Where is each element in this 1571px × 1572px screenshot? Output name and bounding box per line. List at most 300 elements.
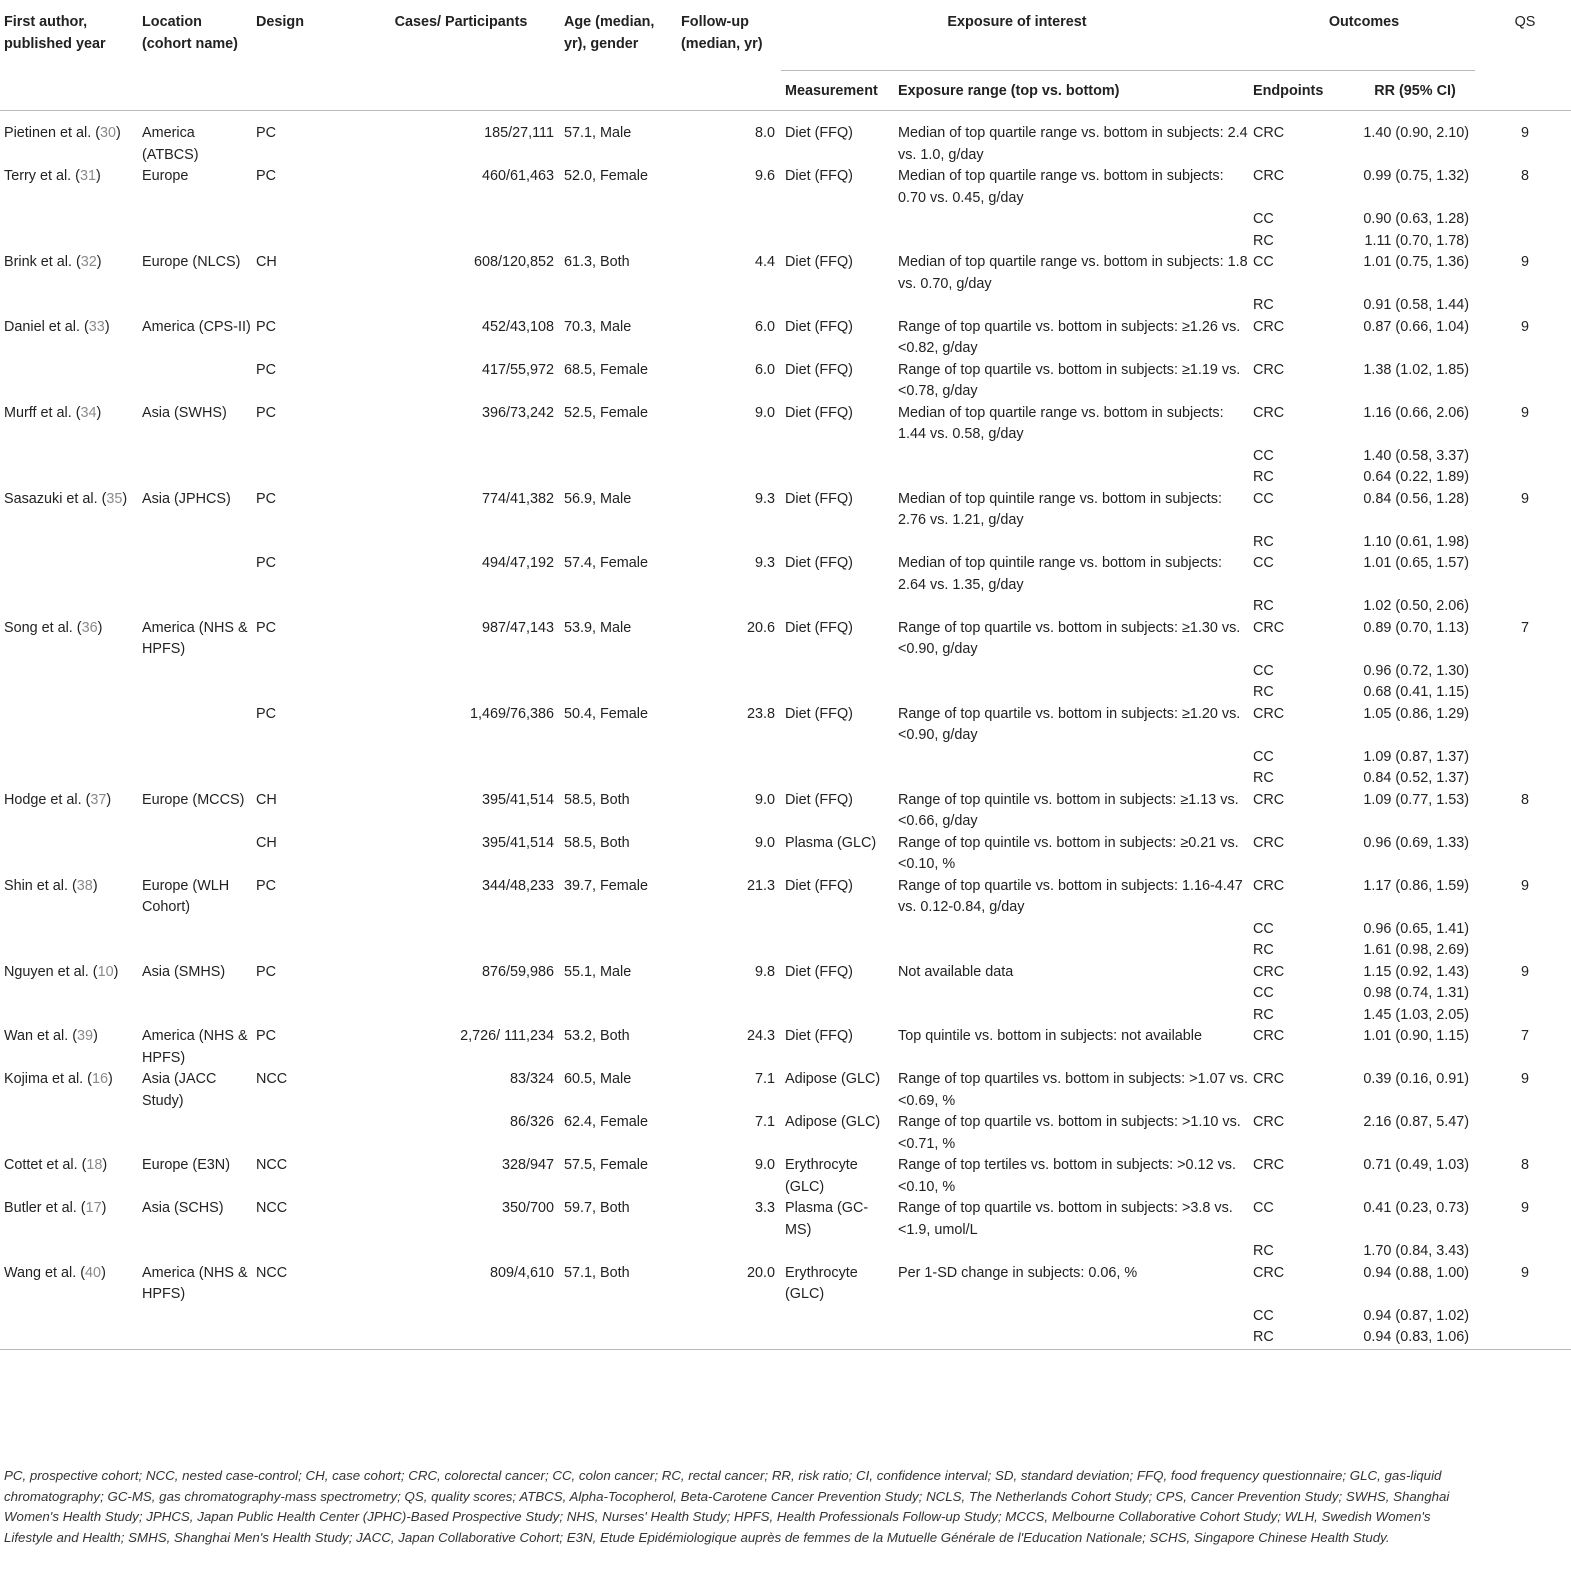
- cell-cases: 396/73,242: [481, 404, 554, 421]
- cell-qs: 9: [1520, 254, 1529, 270]
- cell-cases: 774/41,382: [481, 490, 554, 507]
- cell-exposure: Median of top quartile range vs. bottom in subjects: 1.44 vs. 0.58, g/day: [898, 404, 1224, 442]
- author-text-end: ): [116, 125, 121, 141]
- cell-cases: [358, 231, 560, 253]
- cell-rr: 0.68 (0.41, 1.15): [1363, 684, 1469, 700]
- cell-endpoint: CRC: [1253, 791, 1285, 808]
- cell-followup: [677, 209, 781, 231]
- cell-endpoint: RC: [1253, 1243, 1274, 1259]
- cell-author: [0, 661, 138, 683]
- cell-design: [252, 1327, 358, 1349]
- cell-design: [252, 209, 358, 231]
- cell-qs: [1475, 1241, 1571, 1263]
- cell-qs: [1475, 360, 1571, 403]
- cell-cases: 395/41,514: [481, 791, 554, 808]
- cell-age: 57.4, Female: [564, 555, 648, 571]
- cell-location: [138, 553, 252, 596]
- cell-location: [138, 940, 252, 962]
- author-text: Sasazuki et al. (: [4, 490, 107, 507]
- cell-author: [0, 618, 138, 661]
- cell-followup: [677, 295, 781, 317]
- cell-design: NCC: [256, 1071, 288, 1087]
- cell-age: 61.3, Both: [564, 254, 630, 270]
- table-row: [0, 596, 1571, 618]
- cell-exposure: Range of top quartile vs. bottom in subjects: ≥1.30 vs. <0.90, g/day: [898, 619, 1241, 657]
- cell-qs: 9: [1520, 877, 1529, 894]
- cell-exposure: [894, 532, 1249, 554]
- cell-exposure: [894, 1306, 1249, 1328]
- author-text-end: ): [96, 254, 102, 270]
- cell-endpoint: CRC: [1253, 1114, 1285, 1130]
- cell-location: Europe: [142, 168, 189, 184]
- cell-location: [138, 833, 252, 876]
- cell-author: [0, 489, 138, 532]
- cell-rr: 1.38 (1.02, 1.85): [1363, 361, 1469, 378]
- reference-link[interactable]: 39: [77, 1028, 94, 1044]
- cell-endpoint: CC: [1253, 490, 1274, 507]
- cell-location: Europe (NLCS): [142, 254, 241, 270]
- author-text-end: ): [97, 619, 103, 636]
- cell-measurement: Diet (FFQ): [785, 705, 853, 722]
- cell-qs: [1475, 209, 1571, 231]
- cell-measurement: Diet (FFQ): [785, 490, 853, 507]
- table-row: [0, 833, 1571, 876]
- author-text: Nguyen et al. (: [4, 963, 98, 980]
- cell-cases: 608/120,852: [473, 254, 554, 270]
- cell-age: [560, 940, 677, 962]
- cell-qs: [1475, 1112, 1571, 1155]
- cell-author: [0, 1241, 138, 1263]
- cell-design: NCC: [256, 1264, 288, 1281]
- table-row: [0, 1112, 1571, 1155]
- reference-link[interactable]: 40: [85, 1264, 102, 1281]
- cell-exposure: Median of top quartile range vs. bottom in subjects: 1.8 vs. 0.70, g/day: [898, 254, 1248, 292]
- cell-cases: [358, 768, 560, 790]
- cell-measurement: Erythrocyte (GLC): [785, 1157, 858, 1195]
- cell-author: [0, 747, 138, 769]
- cell-qs: [1475, 1327, 1571, 1349]
- cell-rr: 1.09 (0.87, 1.37): [1363, 748, 1469, 765]
- cell-age: 58.5, Both: [564, 791, 630, 808]
- cell-author: [0, 553, 138, 596]
- cell-age: 39.7, Female: [564, 877, 648, 894]
- table-row: [0, 209, 1571, 231]
- cell-author: [0, 940, 138, 962]
- header-measurement: Measurement: [785, 82, 878, 99]
- cell-measurement: Diet (FFQ): [785, 791, 853, 808]
- cell-measurement: Diet (FFQ): [785, 254, 853, 270]
- table-row: [0, 166, 1571, 209]
- cell-author: [0, 166, 138, 209]
- cell-design: [252, 295, 358, 317]
- reference-link[interactable]: 16: [91, 1071, 108, 1087]
- cell-rr: 1.16 (0.66, 2.06): [1363, 404, 1469, 421]
- cell-author: [0, 1005, 138, 1027]
- reference-link[interactable]: 33: [88, 318, 105, 335]
- cell-cases: [358, 983, 560, 1005]
- cell-qs: [1475, 661, 1571, 683]
- table-row: [0, 1155, 1571, 1198]
- cell-measurement: Plasma (GLC): [785, 834, 877, 851]
- cell-cases: 494/47,192: [481, 555, 554, 571]
- author-text: Terry et al. (: [4, 168, 80, 184]
- cell-location: [138, 919, 252, 941]
- cell-exposure: [894, 1241, 1249, 1263]
- cell-author: [0, 962, 138, 984]
- cell-endpoint: CRC: [1253, 168, 1285, 184]
- cell-qs: 9: [1520, 963, 1529, 980]
- cell-cases: 328/947: [501, 1157, 554, 1173]
- cell-design: [252, 446, 358, 468]
- reference-link[interactable]: 36: [81, 619, 98, 636]
- table-row: [0, 532, 1571, 554]
- cell-measurement: [781, 446, 894, 468]
- author-text: Butler et al. (: [4, 1200, 86, 1216]
- cell-location: [138, 231, 252, 253]
- reference-link[interactable]: 32: [80, 254, 97, 270]
- table-row: [0, 1198, 1571, 1241]
- cell-exposure: Range of top quartile vs. bottom in subjects: >3.8 vs. <1.9, umol/L: [898, 1200, 1233, 1238]
- cell-location: [138, 295, 252, 317]
- cell-design: PC: [256, 318, 276, 335]
- author-text: Shin et al. (: [4, 877, 77, 894]
- cell-author: [0, 1263, 138, 1306]
- cell-qs: [1475, 983, 1571, 1005]
- cell-measurement: Diet (FFQ): [785, 318, 853, 335]
- cell-exposure: Median of top quartile range vs. bottom in subjects: 0.70 vs. 0.45, g/day: [898, 168, 1224, 206]
- cell-qs: 7: [1520, 619, 1529, 636]
- cell-exposure: [894, 467, 1249, 489]
- cell-measurement: Adipose (GLC): [785, 1114, 881, 1130]
- cell-followup: 7.1: [754, 1114, 775, 1130]
- cell-rr: 1.10 (0.61, 1.98): [1363, 533, 1469, 550]
- cell-location: [138, 704, 252, 747]
- cell-followup: [677, 919, 781, 941]
- cell-author: [0, 467, 138, 489]
- cell-qs: 9: [1520, 1264, 1529, 1281]
- reference-link[interactable]: 30: [100, 125, 117, 141]
- cell-age: [560, 231, 677, 253]
- cell-qs: 9: [1520, 125, 1529, 141]
- cell-measurement: [781, 747, 894, 769]
- cell-design: PC: [256, 705, 276, 722]
- cell-exposure: Range of top quartile vs. bottom in subjects: ≥1.20 vs. <0.90, g/day: [898, 705, 1241, 743]
- author-text-end: ): [95, 168, 101, 184]
- cell-exposure: Range of top quartile vs. bottom in subjects: ≥1.19 vs. <0.78, g/day: [898, 361, 1241, 399]
- cell-followup: [677, 983, 781, 1005]
- cell-location: [138, 1241, 252, 1263]
- cell-design: [252, 1112, 358, 1155]
- cell-cases: [358, 596, 560, 618]
- cell-age: [560, 919, 677, 941]
- cell-design: PC: [256, 168, 276, 184]
- header-outcomes-group: Outcomes: [1249, 0, 1475, 70]
- cell-exposure: Per 1-SD change in subjects: 0.06, %: [898, 1264, 1138, 1281]
- cell-age: 53.2, Both: [564, 1028, 630, 1044]
- cell-qs: [1475, 295, 1571, 317]
- cell-cases: [358, 1241, 560, 1263]
- cell-rr: 0.84 (0.56, 1.28): [1363, 490, 1469, 507]
- cell-cases: 83/324: [509, 1071, 554, 1087]
- author-text-end: ): [108, 1071, 113, 1087]
- cell-design: [252, 747, 358, 769]
- cell-location: Europe (E3N): [142, 1157, 230, 1173]
- cell-qs: [1475, 682, 1571, 704]
- cell-endpoint: CC: [1253, 920, 1274, 937]
- cell-measurement: [781, 467, 894, 489]
- cell-measurement: [781, 682, 894, 704]
- reference-link[interactable]: 10: [97, 963, 114, 980]
- cell-exposure: [894, 682, 1249, 704]
- cell-rr: 0.89 (0.70, 1.13): [1363, 619, 1469, 636]
- cell-rr: 1.15 (0.92, 1.43): [1363, 963, 1469, 980]
- cell-followup: 8.0: [754, 125, 775, 141]
- table-row: [0, 1005, 1571, 1027]
- cell-endpoint: CC: [1253, 555, 1274, 571]
- cell-design: [252, 596, 358, 618]
- cell-endpoint: RC: [1253, 770, 1274, 786]
- cell-followup: [677, 467, 781, 489]
- cell-location: America (CPS-II): [142, 318, 251, 335]
- cell-age: [560, 209, 677, 231]
- cell-location: Asia (SMHS): [142, 963, 226, 980]
- header-location: Location (cohort name): [142, 14, 238, 52]
- cell-age: 60.5, Male: [564, 1071, 632, 1087]
- cell-design: [252, 661, 358, 683]
- cell-author: [0, 209, 138, 231]
- cell-qs: 7: [1520, 1028, 1529, 1044]
- cell-location: [138, 209, 252, 231]
- cell-cases: [358, 1327, 560, 1349]
- cell-exposure: [894, 209, 1249, 231]
- cell-cases: 395/41,514: [481, 834, 554, 851]
- cell-qs: 9: [1520, 318, 1529, 335]
- reference-link[interactable]: 18: [86, 1157, 103, 1173]
- cell-endpoint: CC: [1253, 211, 1274, 227]
- cell-followup: 21.3: [746, 877, 775, 894]
- cell-design: PC: [256, 361, 276, 378]
- cell-design: [252, 682, 358, 704]
- cell-location: Asia (SCHS): [142, 1200, 224, 1216]
- cell-cases: [358, 661, 560, 683]
- reference-link[interactable]: 17: [85, 1200, 102, 1216]
- cell-measurement: [781, 231, 894, 253]
- table-row: [0, 403, 1571, 446]
- author-text-end: ): [96, 404, 102, 421]
- cell-age: [560, 1327, 677, 1349]
- cell-rr: 0.39 (0.16, 0.91): [1363, 1071, 1469, 1087]
- cell-measurement: [781, 919, 894, 941]
- cell-followup: 6.0: [754, 318, 775, 335]
- cell-rr: 0.98 (0.74, 1.31): [1363, 985, 1469, 1001]
- cell-followup: 4.4: [754, 254, 775, 270]
- cell-measurement: Diet (FFQ): [785, 404, 853, 421]
- cell-endpoint: RC: [1253, 297, 1274, 313]
- cell-design: [252, 983, 358, 1005]
- cell-location: [138, 1306, 252, 1328]
- cell-age: [560, 1306, 677, 1328]
- table-row: [0, 360, 1571, 403]
- cell-age: [560, 596, 677, 618]
- cell-rr: 0.94 (0.87, 1.02): [1363, 1307, 1469, 1324]
- cell-exposure: Median of top quintile range vs. bottom in subjects: 2.76 vs. 1.21, g/day: [898, 490, 1222, 528]
- table-row: [0, 1263, 1571, 1306]
- table-row: [0, 111, 1571, 167]
- cell-cases: [358, 747, 560, 769]
- cell-cases: 344/48,233: [481, 877, 554, 894]
- cell-followup: 9.3: [754, 555, 775, 571]
- table-row: [0, 661, 1571, 683]
- table-footnote: PC, prospective cohort; NCC, nested case-control; CH, case cohort; CRC, colorectal cancer; CC, colon cancer; RC, rectal cancer; RR, risk ratio; CI, confidence interval; SD, standard deviation; FFQ, food frequency questionnaire; GLC, gas-liquid chromatography; GC-MS, gas chromatography-mass spectrometry; QS, quality scores; ATBCS, Alpha-Tocopherol, Beta-Carotene Cancer Prevention Study; NCLS, The Netherlands Cohort Study; CPS, Cancer Prevention Study; SWHS, Shanghai Women's Health Study; JPHCS, Japan Public Health Center (JPHC)-Based Prospective Study; NHS, Nurses' Health Study; HPFS, Health Professionals Follow-up Study; MCCS, Melbourne Collaborative Cohort Study; WLH, Swedish Women's Lifestyle and Health; SMHS, Shanghai Men's Health Study; JACC, Japan Collaborative Cohort; E3N, Etude Epidémiologique auprès de femmes de la Mutuelle Générale de l'Education Nationale; SCHS, Singapore Chinese Health Study.: [4, 1468, 1450, 1546]
- cell-age: 70.3, Male: [564, 318, 632, 335]
- reference-link[interactable]: 37: [90, 791, 107, 808]
- cell-cases: [358, 919, 560, 941]
- cell-measurement: [781, 532, 894, 554]
- cell-qs: [1475, 553, 1571, 596]
- table-body: [0, 111, 1571, 1350]
- cell-author: [0, 252, 138, 295]
- cell-qs: [1475, 940, 1571, 962]
- cell-endpoint: CRC: [1253, 125, 1285, 141]
- table-row: [0, 295, 1571, 317]
- author-text: Wang et al. (: [4, 1264, 86, 1281]
- header-followup: Follow-up (median, yr): [681, 14, 763, 52]
- cell-author: [0, 1069, 138, 1112]
- reference-link[interactable]: 38: [76, 877, 93, 894]
- cell-age: 57.1, Male: [564, 125, 632, 141]
- cell-location: [138, 983, 252, 1005]
- cell-author: [0, 1327, 138, 1349]
- cell-qs: 8: [1520, 791, 1529, 808]
- cell-location: America (ATBCS): [142, 125, 199, 163]
- cell-rr: 0.84 (0.52, 1.37): [1363, 770, 1469, 786]
- cell-endpoint: CC: [1253, 748, 1274, 765]
- cell-author: [0, 596, 138, 618]
- author-text: Brink et al. (: [4, 254, 81, 270]
- cell-location: [138, 446, 252, 468]
- cell-exposure: Range of top quartiles vs. bottom in subjects: >1.07 vs. <0.69, %: [898, 1071, 1248, 1109]
- cell-rr: 1.02 (0.50, 2.06): [1363, 598, 1469, 614]
- cell-author: [0, 360, 138, 403]
- table-row: [0, 231, 1571, 253]
- cell-age: 57.5, Female: [564, 1157, 648, 1173]
- reference-link[interactable]: 35: [106, 490, 123, 507]
- cell-location: [138, 747, 252, 769]
- cell-age: 52.5, Female: [564, 404, 648, 421]
- cell-author: [0, 833, 138, 876]
- cell-qs: [1475, 747, 1571, 769]
- cell-followup: 20.6: [746, 619, 775, 636]
- cell-exposure: [894, 919, 1249, 941]
- cell-endpoint: CC: [1253, 985, 1274, 1001]
- table-row: [0, 790, 1571, 833]
- cell-exposure: [894, 1005, 1249, 1027]
- cell-age: [560, 1005, 677, 1027]
- cell-age: 50.4, Female: [564, 705, 648, 722]
- cell-rr: 2.16 (0.87, 5.47): [1363, 1114, 1469, 1130]
- header-cases: Cases/ Participants: [394, 14, 528, 30]
- cell-endpoint: CRC: [1253, 1157, 1285, 1173]
- cell-design: [252, 1241, 358, 1263]
- cell-qs: [1475, 446, 1571, 468]
- cell-measurement: [781, 983, 894, 1005]
- cell-location: America (NHS & HPFS): [142, 619, 248, 657]
- cell-measurement: [781, 1005, 894, 1027]
- cell-cases: 417/55,972: [481, 361, 554, 378]
- cell-cases: 987/47,143: [481, 619, 554, 636]
- cell-age: [560, 1241, 677, 1263]
- author-text-end: ): [122, 490, 128, 507]
- cell-author: [0, 446, 138, 468]
- cell-design: [252, 919, 358, 941]
- cell-cases: 350/700: [501, 1200, 554, 1216]
- cell-cases: [358, 209, 560, 231]
- cell-design: [252, 1306, 358, 1328]
- cell-qs: 9: [1520, 404, 1529, 421]
- table-row: [0, 919, 1571, 941]
- cell-location: [138, 768, 252, 790]
- reference-link[interactable]: 34: [80, 404, 97, 421]
- cell-endpoint: CRC: [1253, 619, 1285, 636]
- cell-endpoint: RC: [1253, 1006, 1274, 1023]
- cell-exposure: [894, 983, 1249, 1005]
- cell-followup: 7.1: [754, 1071, 775, 1087]
- header-exposure-range: Exposure range (top vs. bottom): [898, 82, 1120, 99]
- cell-endpoint: CC: [1253, 447, 1274, 464]
- table-header: [0, 0, 1571, 111]
- cell-endpoint: RC: [1253, 533, 1274, 550]
- cell-location: [138, 1327, 252, 1349]
- author-text-end: ): [101, 1200, 107, 1216]
- cell-age: [560, 295, 677, 317]
- cell-design: NCC: [256, 1200, 288, 1216]
- cell-endpoint: CRC: [1253, 877, 1285, 894]
- cell-location: [138, 1112, 252, 1155]
- table-row: [0, 618, 1571, 661]
- cell-exposure: [894, 1327, 1249, 1349]
- table-row: [0, 682, 1571, 704]
- cell-exposure: [894, 747, 1249, 769]
- cell-author: [0, 111, 138, 167]
- cell-exposure: [894, 446, 1249, 468]
- cell-qs: [1475, 596, 1571, 618]
- cell-endpoint: RC: [1253, 469, 1274, 485]
- author-text-end: ): [93, 1028, 98, 1044]
- cell-location: Europe (MCCS): [142, 791, 245, 808]
- table-row: [0, 446, 1571, 468]
- cell-exposure: Range of top tertiles vs. bottom in subjects: >0.12 vs. <0.10, %: [898, 1157, 1236, 1195]
- cell-rr: 1.45 (1.03, 2.05): [1363, 1006, 1469, 1023]
- cell-author: [0, 317, 138, 360]
- cell-rr: 0.99 (0.75, 1.32): [1363, 168, 1469, 184]
- cell-author: [0, 1198, 138, 1241]
- cell-followup: [677, 682, 781, 704]
- cell-exposure: [894, 295, 1249, 317]
- cell-design: CH: [256, 791, 277, 808]
- cell-cases: [358, 682, 560, 704]
- cell-rr: 1.11 (0.70, 1.78): [1364, 232, 1469, 249]
- cell-qs: [1475, 768, 1571, 790]
- header-endpoints: Endpoints: [1253, 82, 1324, 99]
- cell-endpoint: CRC: [1253, 963, 1285, 980]
- cell-endpoint: RC: [1253, 598, 1274, 614]
- cell-qs: [1475, 532, 1571, 554]
- reference-link[interactable]: 31: [79, 168, 96, 184]
- cell-measurement: Erythrocyte (GLC): [785, 1264, 858, 1302]
- table-row: [0, 489, 1571, 532]
- cell-measurement: Diet (FFQ): [785, 125, 853, 141]
- table-row: [0, 940, 1571, 962]
